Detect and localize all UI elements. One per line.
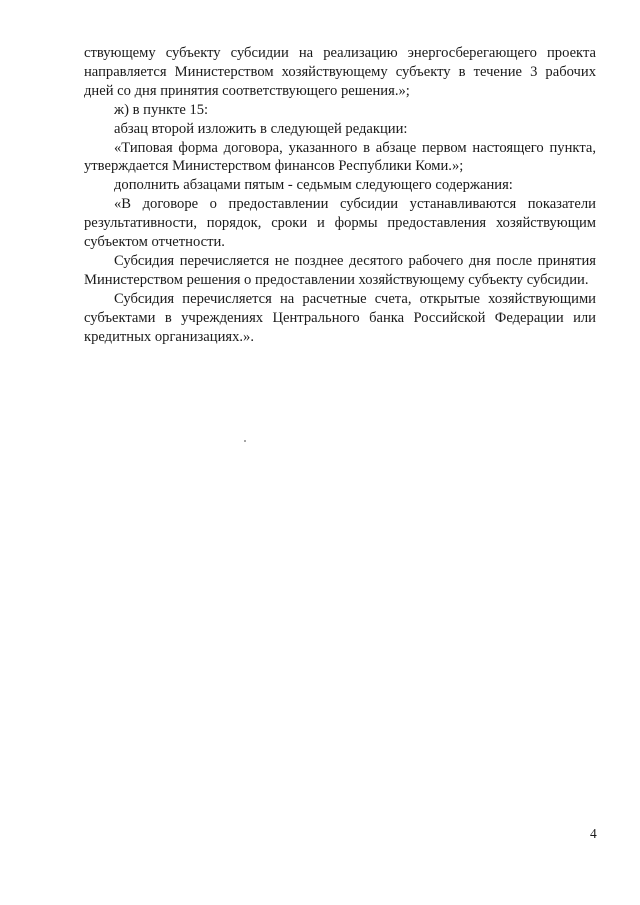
paragraph-item-zh: ж) в пункте 15:	[114, 101, 209, 118]
paragraph-instruction-edit: абзац второй изложить в следующей редакции:	[114, 120, 408, 137]
paragraph-quoted-standard-form: «Типовая форма договора, указанного в абзаце первом настоящего пункта, утверждается Министерством финансов Республики Коми.»;	[84, 139, 596, 175]
paragraph-continuation: ствующему субъекту субсидии на реализацию энергосберегающего проекта направляется Министерством хозяйствующему субъекту в течение 3 рабочих дней со дня принятия соответствующего решения.»;	[84, 45, 596, 99]
paragraph-quoted-agreement: «В договоре о предоставлении субсидии устанавливаются показатели результативности, порядок, сроки и формы предоставления хозяйствующим субъектом отчетности.	[84, 196, 596, 251]
page-number: 4	[590, 826, 597, 841]
paragraph-subsidy-deadline: Субсидия перечисляется не позднее десятого рабочего дня после принятия Министерством решения о предоставлении хозяйствующему субъекту субсидии.	[84, 252, 596, 288]
paragraph-instruction-add: дополнить абзацами пятым - седьмым следующего содержания:	[114, 177, 513, 194]
document-body	[84, 44, 596, 347]
paragraph-subsidy-accounts: Субсидия перечисляется на расчетные счета, открытые хозяйствующими субъектами в учреждениях Центрального банка Российской Федерации или кредитных организациях.».	[84, 290, 596, 345]
scan-speck	[244, 440, 246, 442]
